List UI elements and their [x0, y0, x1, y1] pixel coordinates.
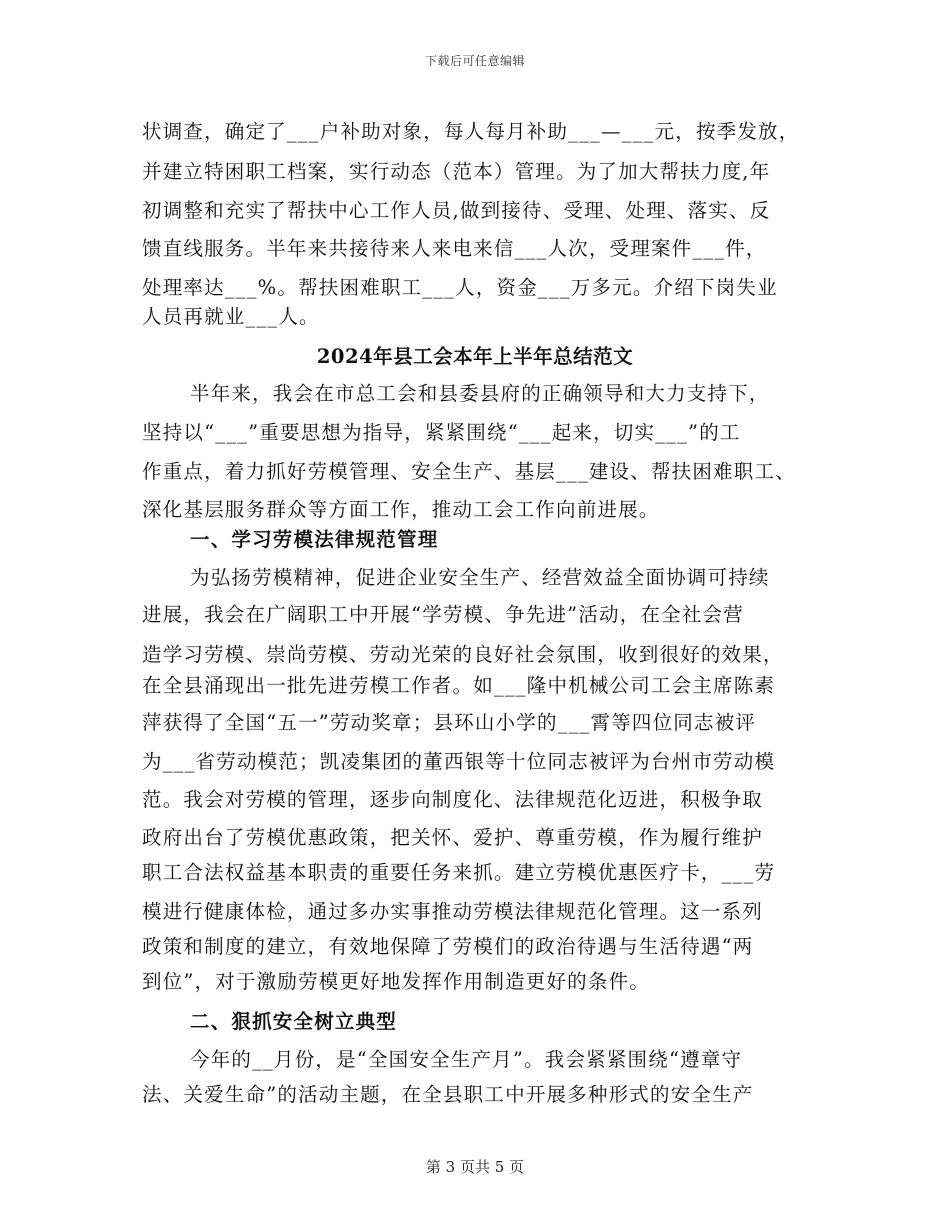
paragraph-line: 人员再就业___人。 — [142, 305, 320, 328]
page-footer: 第 3 页共 5 页 — [425, 1158, 525, 1176]
paragraph-line: 模进行健康体检，通过多办实事推动劳模法律规范化管理。这一系列 — [142, 900, 764, 923]
page-header: 下载后可任意编辑 — [424, 54, 525, 68]
section-heading: 一、学习劳模法律规范管理 — [190, 528, 439, 551]
paragraph-line: 范。我会对劳模的管理，逐步向制度化、法律规范化迈进，积极争取 — [142, 788, 764, 811]
paragraph-line: 为弘扬劳模精神，促进企业安全生产、经营效益全面协调可持续 — [190, 566, 770, 589]
paragraph-line: 半年来，我会在市总工会和县委县府的正确领导和大力支持下， — [190, 382, 770, 405]
paragraph-line: 政策和制度的建立，有效地保障了劳模们的政治待遇与生活待遇“两 — [142, 935, 754, 958]
paragraph-line: 深化基层服务群众等方面工作，推动工会工作向前进展。 — [142, 498, 660, 521]
paragraph-line: 到位”，对于激励劳模更好地发挥作用制造更好的条件。 — [142, 970, 650, 993]
paragraph-line: 法、关爱生命”的活动主题，在全县职工中开展多种形式的安全生产 — [142, 1083, 754, 1106]
paragraph-line: 馈直线服务。半年来共接待来人来电来信___人次，受理案件___件， — [142, 237, 767, 260]
paragraph-line: 进展，我会在广阔职工中开展“学劳模、争先进”活动，在全社会营 — [142, 603, 744, 626]
section-heading: 二、狠抓安全树立典型 — [190, 1010, 398, 1033]
paragraph-line: 作重点，着力抓好劳模管理、安全生产、基层___建设、帮扶困难职工、 — [142, 460, 796, 483]
paragraph-line: 今年的__月份，是“全国安全生产月”。我会紧紧围绕“遵章守 — [190, 1048, 743, 1071]
paragraph-line: 在全县涌现出一批先进劳模工作者。如___隆中机械公司工会主席陈素 — [142, 674, 776, 697]
paragraph-line: 政府出台了劳模优惠政策，把关怀、爱护、尊重劳模，作为履行维护 — [142, 826, 764, 849]
paragraph-line: 并建立特困职工档案，实行动态（范本）管理。为了加大帮扶力度,年 — [142, 160, 771, 183]
paragraph-line: 造学习劳模、崇尚劳模、劳动光荣的良好社会氛围，收到很好的效果， — [142, 643, 784, 666]
paragraph-line: 为___省劳动模范；凯凌集团的董西银等十位同志被评为台州市劳动模 — [142, 750, 776, 773]
document-title: 2024年县工会本年上半年总结范文 — [316, 345, 634, 368]
paragraph-line: 初调整和充实了帮扶中心工作人员,做到接待、受理、处理、落实、反 — [142, 199, 771, 222]
paragraph-line: 状调查，确定了___户补助对象，每人每月补助___—___元，按季发放， — [142, 120, 800, 143]
paragraph-line: 处理率达___%。帮扶困难职工___人，资金___万多元。介绍下岗失业 — [142, 276, 778, 299]
paragraph-line: 职工合法权益基本职责的重要任务来抓。建立劳模优惠医疗卡，___劳 — [142, 861, 776, 884]
paragraph-line: 坚持以“___”重要思想为指导，紧紧围绕“___起来，切实___”的工 — [142, 421, 741, 444]
paragraph-line: 萍获得了全国“五一”劳动奖章；县环山小学的___霄等四位同志被评 — [142, 711, 757, 734]
